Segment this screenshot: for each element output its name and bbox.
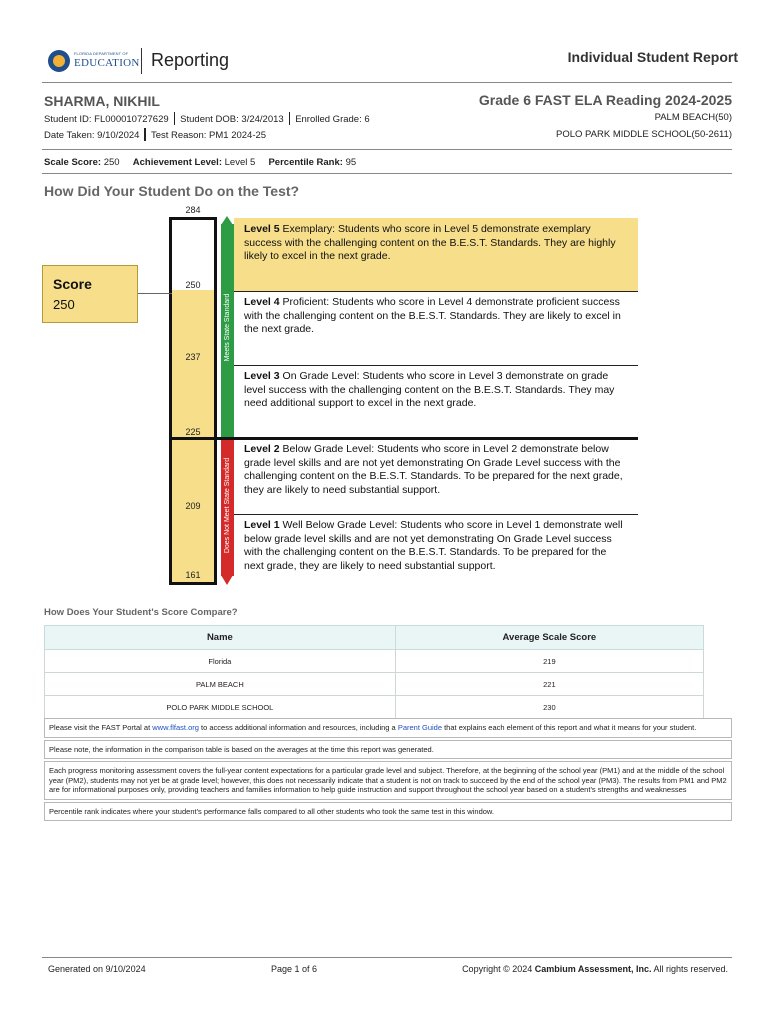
row-name: Florida [45,650,396,673]
col-avg-header: Average Scale Score [395,626,703,650]
level-2-name: Level 2 [244,443,280,455]
footer-rule [42,957,732,958]
test-reason: Test Reason: PM1 2024-25 [150,130,267,141]
comparison-table [44,625,704,719]
scale-mark-225: 225 [185,427,201,437]
level-3-text: On Grade Level: Students who score in Level 3 demonstrate on grade level success with the challenging content on the B.E.S.T. Standards. They may need additional support to excel in the next grade. [244,370,615,409]
school: POLO PARK MIDDLE SCHOOL(50-2611) [556,129,732,140]
note-portal-text: Please visit the FAST Portal at [49,723,153,732]
level-1-name: Level 1 [244,519,280,531]
note-comparison: Please note, the information in the comparison table is based on the averages at the time this report was generated. [44,740,732,760]
not-meets-standard-label: Does Not Meet State Standard [224,457,231,554]
score-summary [44,157,356,168]
table-row [45,673,704,696]
percentile-label: Percentile Rank: [268,157,343,168]
score-box [42,265,138,323]
achievement-value: Level 5 [224,157,256,168]
generated-date: Generated on 9/10/2024 [48,964,146,974]
scale-mark-161: 161 [185,570,201,580]
level-1-row [234,514,638,584]
row-avg: 219 [395,650,703,673]
scale-mark-209: 209 [185,501,201,511]
student-id: Student ID: FL000010727629 [44,114,169,125]
level-4-text: Proficient: Students who score in Level 4 demonstrate proficient success with the challenging content on the B.E.S.T. Standards. They are likely to excel in the next grade. [244,296,621,335]
note-portal-text: that explains each element of this report and what it means for your student. [442,723,697,732]
student-meta-line2 [44,128,266,141]
info-rule [42,149,732,150]
report-type: Individual Student Report [567,49,738,65]
copyright-rights: All rights reserved. [651,964,728,974]
row-name: PALM BEACH [45,673,396,696]
district: PALM BEACH(50) [654,112,732,123]
level-2-text: Below Grade Level: Students who score in Level 2 demonstrate below grade level skills and are not yet demonstrating On Grade Level success with the challenging content on the B.E.S.T. Standards. To be prepared for the next grade, they are likely to need substantial support. [244,443,623,496]
scale-mark-237: 237 [185,352,201,362]
scale-max: 284 [185,205,201,215]
down-arrow-icon [221,575,233,585]
scale-score-value: 250 [103,157,120,168]
level-4-row [234,291,638,365]
copyright-company: Cambium Assessment, Inc. [534,964,652,974]
fast-portal-link[interactable]: www.flfast.org [152,723,199,732]
scale-mark-250: 250 [185,280,201,290]
score-rule [42,173,732,174]
level-4-name: Level 4 [244,296,280,308]
seal-icon [48,50,70,72]
note-progress-monitoring: Each progress monitoring assessment covers the full-year content expectations for a particular grade level and subject. Therefore, at the beginning of the school year (PM1) and at the middle of the school year (PM2), students may not yet be at grade level; however, this does not necessarily indicate that a student is not on track to succeed by the end of the school year (PM3). The results from PM1 and PM2 are for informational purposes only, providing teachers and families information to help guide instruction and support throughout the school year based on a student's strengths and weaknesses [44,761,732,800]
table-row [45,650,704,673]
note-percentile: Percentile rank indicates where your student's performance falls compared to all other students who took the same test in this window. [44,802,732,822]
level-1-text: Well Below Grade Level: Students who score in Level 1 demonstrate well below grade level skills and are not yet demonstrating On Grade Level success with the challenging content on the B.E.S.T. Standards. To be prepared for the next grade, they are likely to need substantial support. [244,519,623,572]
row-avg: 221 [395,673,703,696]
meets-standard-label: Meets State Standard [224,293,231,362]
student-meta-line1 [44,112,370,125]
student-dob: Student DOB: 3/24/2013 [180,114,284,125]
not-meets-standard-bar [221,440,234,576]
logo-big-text: EDUCATION [74,57,140,69]
fldoe-logo [48,46,138,76]
level-5-name: Level 5 [244,223,280,235]
score-box-value: 250 [53,297,75,312]
page-number: Page 1 of 6 [271,964,318,974]
copyright-text: Copyright © 2024 [462,964,535,974]
row-avg: 230 [395,696,703,719]
header-divider [141,48,142,74]
level-3-row [234,365,638,438]
logo-small-text: FLORIDA DEPARTMENT OF [74,51,129,56]
percentile-value: 95 [345,157,357,168]
copyright [462,964,728,974]
row-name: POLO PARK MIDDLE SCHOOL [45,696,396,719]
header-rule [42,82,732,83]
level-2-row [234,438,638,514]
table-row [45,696,704,719]
achievement-label: Achievement Level: [132,157,222,168]
section-title: Reporting [151,50,230,70]
notes [44,718,732,823]
level-3-name: Level 3 [244,370,280,382]
test-section-title: How Did Your Student Do on the Test? [44,183,300,199]
score-box-label: Score [53,276,92,292]
parent-guide-link[interactable]: Parent Guide [397,723,443,732]
comparison-title: How Does Your Student's Score Compare? [44,607,238,618]
level-5-row [234,218,638,291]
student-name: SHARMA, NIKHIL [44,93,160,109]
note-portal-text: to access additional information and resources, including a [198,723,398,732]
date-taken: Date Taken: 9/10/2024 [44,130,140,141]
note-portal [44,718,732,738]
level-5-text: Exemplary: Students who score in Level 5 demonstrate exemplary success with the challenging content on the B.E.S.T. Standards. They are highly likely to excel in the next grade. [244,223,616,262]
meets-standard-bar [221,224,234,438]
enrolled-grade: Enrolled Grade: 6 [295,114,370,125]
col-name-header: Name [45,626,396,650]
scale-score-label: Scale Score: [44,157,102,168]
score-connector [138,293,172,294]
test-title: Grade 6 FAST ELA Reading 2024-2025 [478,92,732,108]
